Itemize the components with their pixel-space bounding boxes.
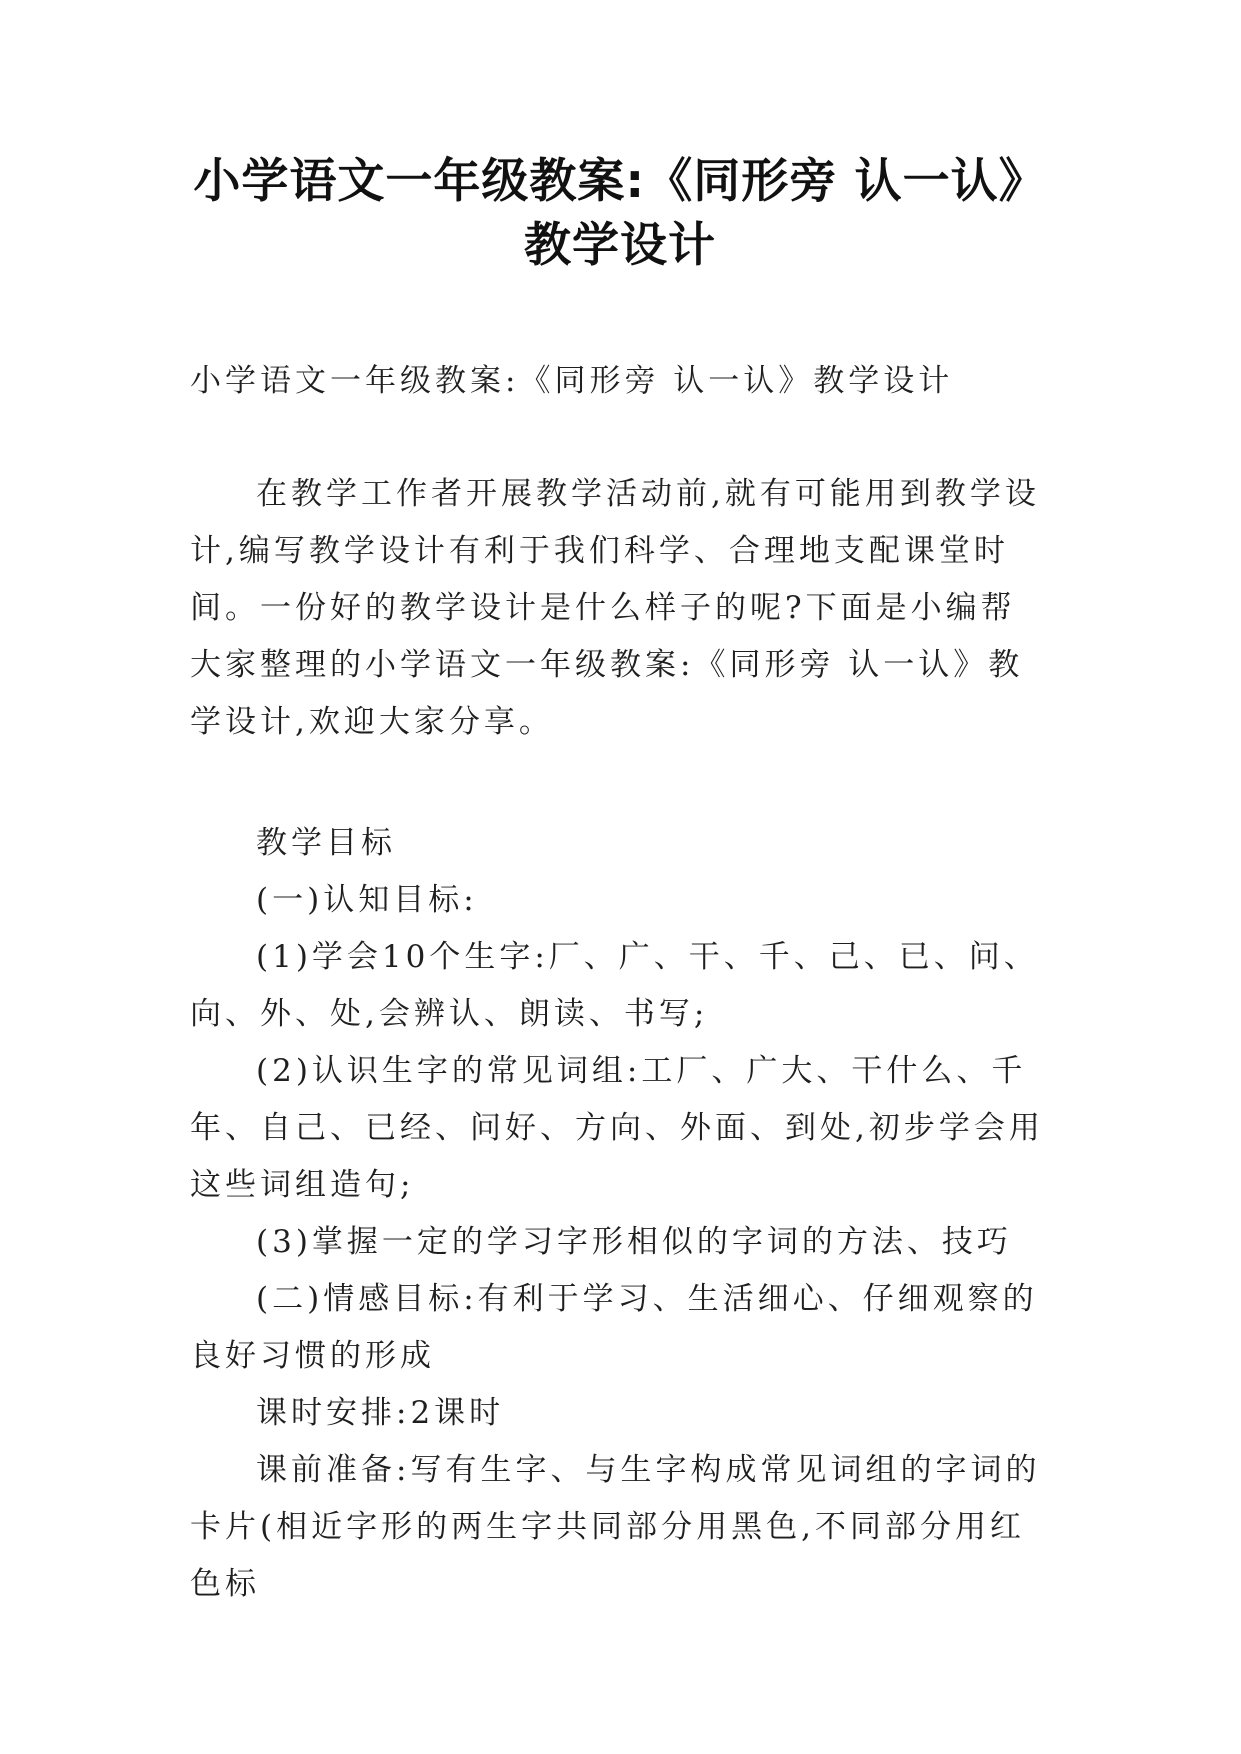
section-heading-objectives: 教学目标 — [256, 825, 396, 861]
objective-item-3: (3)掌握一定的学习字形相似的字词的方法、技巧 — [256, 1224, 1012, 1260]
content-section — [190, 815, 1050, 1613]
class-preparation: 课前准备:写有生字、与生字构成常见词组的字词的卡片(相近字形的两生字共同部分用黑色,不同部分用红色标 — [190, 1452, 1041, 1602]
objective-item-1: (1)学会10个生字:厂、广、干、千、己、已、问、向、外、处,会辨认、朗读、书写; — [190, 939, 1039, 1032]
class-hours: 课时安排:2课时 — [256, 1395, 505, 1431]
objective-emotional: (二)情感目标:有利于学习、生活细心、仔细观察的良好习惯的形成 — [190, 1281, 1038, 1374]
document-subtitle: 小学语文一年级教案:《同形旁 认一认》教学设计 — [190, 363, 954, 399]
objective-item-2: (2)认识生字的常见词组:工厂、广大、干什么、千年、自己、已经、问好、方向、外面、到处,初步学会用这些词组造句; — [190, 1053, 1044, 1203]
objective-cognitive-heading: (一)认知目标: — [256, 882, 478, 918]
document-title: 小学语文一年级教案:《同形旁 认一认》教学设计 — [193, 154, 1047, 273]
intro-paragraph: 在教学工作者开展教学活动前,就有可能用到教学设计,编写教学设计有利于我们科学、合理地支配课堂时间。一份好的教学设计是什么样子的呢?下面是小编帮大家整理的小学语文一年级教案:《同形旁 认一认》教学设计,欢迎大家分享。 — [190, 476, 1040, 740]
